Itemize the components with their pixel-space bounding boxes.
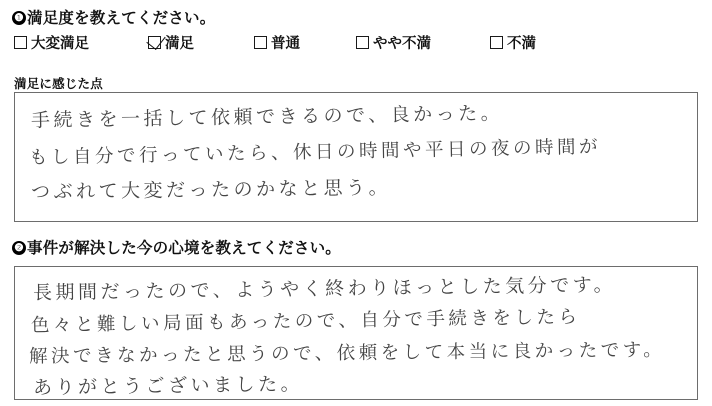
choice-label-neutral: 普通	[271, 36, 300, 52]
choice-label-dissatisfied: 不満	[507, 36, 536, 52]
question-2-number: ❷	[12, 241, 26, 255]
choice-dissatisfied[interactable]	[490, 32, 536, 53]
handwriting-line: 解決できなかったと思うので、依頼をして本当に良かったです。	[28, 339, 666, 368]
handwriting-line: もし自分で行っていたら、休日の時間や平日の夜の時間が	[28, 136, 602, 169]
question-1-number: ❶	[12, 11, 26, 25]
choice-very-satisfied[interactable]	[14, 32, 89, 53]
answer-box-question-1[interactable]	[14, 92, 698, 222]
choice-satisfied[interactable]	[148, 32, 194, 53]
question-1-title	[12, 6, 215, 28]
handwriting-line: ありがとうございました。	[32, 373, 304, 399]
handwriting-line: 色々と難しい局面もあったので、自分で手続きをしたら	[30, 306, 581, 337]
choice-label-somewhat-dissatisfied: やや不満	[373, 36, 431, 52]
checkbox-very-satisfied[interactable]	[14, 36, 27, 49]
handwriting-line: 長期間だったので、ようやく終わりほっとした気分です。	[32, 273, 617, 305]
satisfied-point-label: 満足に感じた点	[14, 77, 103, 91]
question-1-title-text: 満足度を教えてください。	[27, 10, 216, 27]
checkbox-dissatisfied[interactable]	[490, 36, 503, 49]
handwriting-line: つぶれて大変だったのかなと思う。	[30, 176, 392, 204]
question-2-title-text: 事件が解決した今の心境を教えてください。	[27, 240, 342, 257]
choice-label-very-satisfied: 大変満足	[31, 36, 89, 52]
handwriting-line: 手続きを一括して依頼できるので、良かった。	[30, 102, 504, 132]
choice-neutral[interactable]	[254, 32, 300, 53]
question-2-title	[12, 236, 341, 258]
satisfaction-choice-group	[14, 32, 698, 54]
checkbox-somewhat-dissatisfied[interactable]	[356, 36, 369, 49]
choice-somewhat-dissatisfied[interactable]	[356, 32, 431, 53]
answer-box-question-2[interactable]	[14, 266, 698, 400]
checkbox-satisfied[interactable]	[148, 36, 161, 49]
choice-label-satisfied: 満足	[165, 36, 194, 52]
checkbox-neutral[interactable]	[254, 36, 267, 49]
